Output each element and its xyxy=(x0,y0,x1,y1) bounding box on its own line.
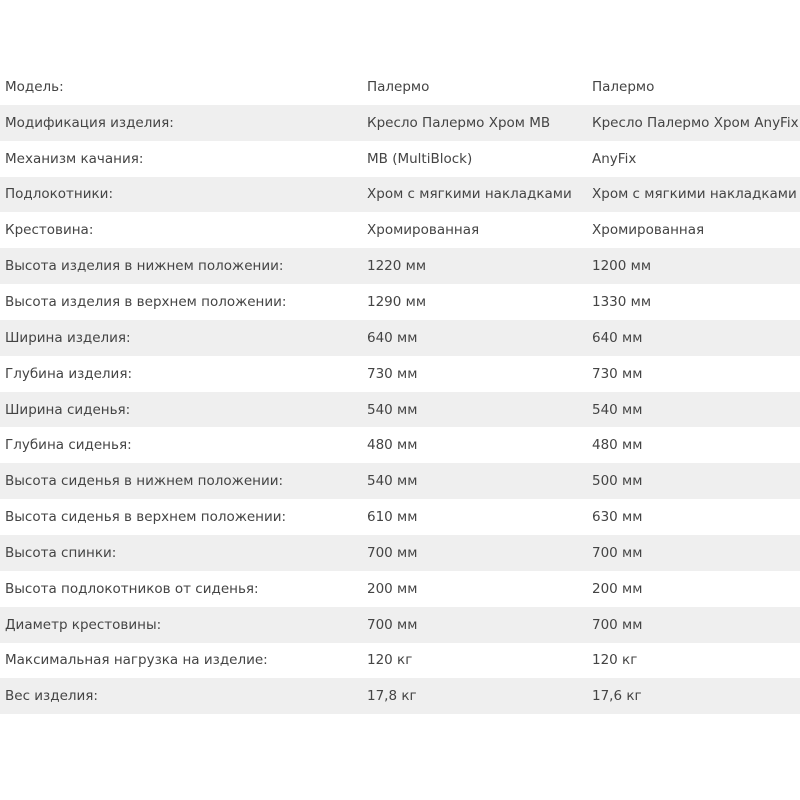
table-row xyxy=(0,284,800,320)
spec-value-mb: 200 мм xyxy=(367,580,418,597)
spec-label: Высота сиденья в верхнем положении: xyxy=(5,509,287,526)
spec-value-anyfix: 17,6 кг xyxy=(592,688,642,705)
spec-value-mb: 730 мм xyxy=(367,365,418,382)
spec-value-anyfix: 1330 мм xyxy=(592,293,652,310)
spec-value-anyfix: 630 мм xyxy=(592,509,643,526)
spec-value-anyfix: Кресло Палермо Хром AnyFix xyxy=(592,114,799,131)
spec-label: Вес изделия: xyxy=(5,688,98,705)
table-row xyxy=(0,678,800,714)
spec-value-anyfix: 1200 мм xyxy=(592,258,652,275)
spec-value-mb: Палермо xyxy=(367,78,430,95)
spec-value-mb: 640 мм xyxy=(367,329,418,346)
spec-value-mb: 1290 мм xyxy=(367,293,427,310)
spec-value-anyfix: Хромированная xyxy=(592,222,705,239)
spec-label: Диаметр крестовины: xyxy=(5,616,162,633)
table-row xyxy=(0,392,800,428)
spec-label: Ширина изделия: xyxy=(5,329,131,346)
spec-label: Глубина изделия: xyxy=(5,365,133,382)
spec-value-mb: 480 мм xyxy=(367,437,418,454)
spec-label: Ширина сиденья: xyxy=(5,401,131,418)
table-row xyxy=(0,535,800,571)
table-row xyxy=(0,499,800,535)
table-row xyxy=(0,212,800,248)
spec-label: Модель: xyxy=(5,78,64,95)
spec-label: Высота изделия в верхнем положении: xyxy=(5,293,287,310)
spec-value-anyfix: 700 мм xyxy=(592,544,643,561)
spec-value-mb: Хром с мягкими накладками xyxy=(367,186,572,203)
spec-value-anyfix: Палермо xyxy=(592,78,655,95)
spec-label: Модификация изделия: xyxy=(5,114,174,131)
spec-value-anyfix: 640 мм xyxy=(592,329,643,346)
spec-value-anyfix: 480 мм xyxy=(592,437,643,454)
spec-value-mb: 120 кг xyxy=(367,652,413,669)
spec-label: Максимальная нагрузка на изделие: xyxy=(5,652,268,669)
spec-value-mb: 610 мм xyxy=(367,509,418,526)
table-row xyxy=(0,463,800,499)
table-row xyxy=(0,607,800,643)
spec-value-anyfix: AnyFix xyxy=(592,150,637,167)
table-row xyxy=(0,69,800,105)
spec-value-mb: 540 мм xyxy=(367,401,418,418)
spec-value-anyfix: Хром с мягкими накладками xyxy=(592,186,797,203)
spec-label: Высота сиденья в нижнем положении: xyxy=(5,473,284,490)
spec-label: Глубина сиденья: xyxy=(5,437,132,454)
spec-value-mb: MB (MultiBlock) xyxy=(367,150,473,167)
spec-value-mb: 1220 мм xyxy=(367,258,427,275)
table-row xyxy=(0,427,800,463)
table-row xyxy=(0,643,800,679)
spec-value-mb: 17,8 кг xyxy=(367,688,417,705)
table-row xyxy=(0,320,800,356)
spec-table xyxy=(0,69,800,714)
table-row xyxy=(0,177,800,213)
spec-value-anyfix: 500 мм xyxy=(592,473,643,490)
spec-value-mb: 700 мм xyxy=(367,544,418,561)
spec-label: Высота подлокотников от сиденья: xyxy=(5,580,259,597)
spec-value-mb: Кресло Палермо Хром MB xyxy=(367,114,551,131)
spec-value-anyfix: 730 мм xyxy=(592,365,643,382)
spec-value-anyfix: 200 мм xyxy=(592,580,643,597)
table-row xyxy=(0,356,800,392)
spec-label: Высота спинки: xyxy=(5,544,117,561)
spec-value-mb: 700 мм xyxy=(367,616,418,633)
spec-value-anyfix: 120 кг xyxy=(592,652,638,669)
spec-value-mb: Хромированная xyxy=(367,222,480,239)
table-row xyxy=(0,141,800,177)
table-row xyxy=(0,248,800,284)
spec-label: Подлокотники: xyxy=(5,186,113,203)
spec-label: Крестовина: xyxy=(5,222,94,239)
spec-label: Высота изделия в нижнем положении: xyxy=(5,258,284,275)
spec-value-mb: 540 мм xyxy=(367,473,418,490)
spec-value-anyfix: 700 мм xyxy=(592,616,643,633)
spec-value-anyfix: 540 мм xyxy=(592,401,643,418)
spec-label: Механизм качания: xyxy=(5,150,144,167)
table-row xyxy=(0,571,800,607)
table-row xyxy=(0,105,800,141)
